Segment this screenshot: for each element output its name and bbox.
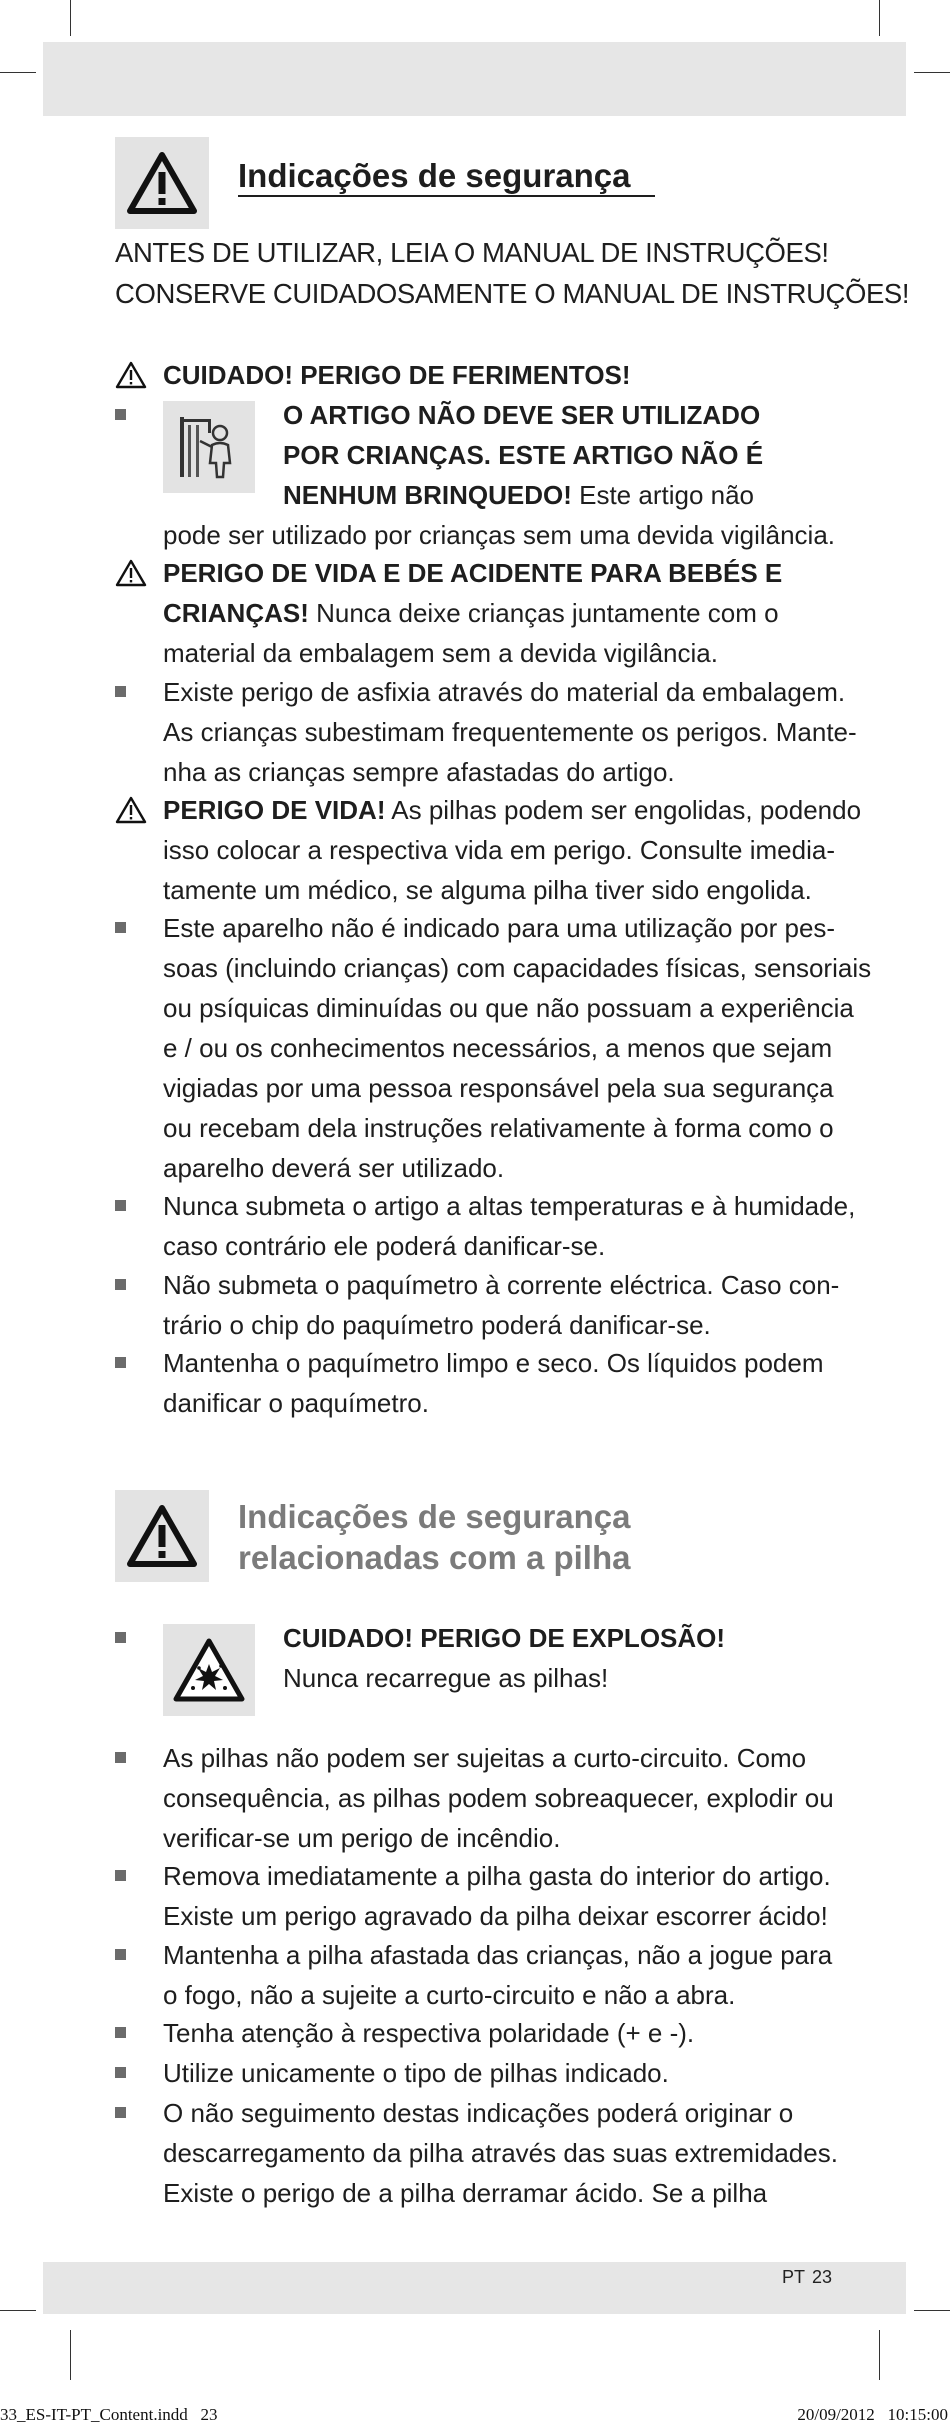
section-title: Indicações de segurança bbox=[238, 157, 631, 194]
text-line: Mantenha a pilha afastada das crianças, não a jogue para bbox=[163, 1940, 833, 1970]
intro-line: ANTES DE UTILIZAR, LEIA O MANUAL DE INSTRUÇÕES! bbox=[115, 237, 829, 268]
warning-heading: CRIANÇAS! bbox=[163, 598, 309, 628]
text-line: Nunca recarregue as pilhas! bbox=[283, 1663, 609, 1693]
child-icon bbox=[174, 411, 244, 483]
crop-mark bbox=[879, 0, 880, 36]
text-line: nha as crianças sempre afastadas do artigo. bbox=[163, 757, 675, 787]
text-line: Este aparelho não é indicado para uma utilização por pes- bbox=[163, 913, 836, 943]
section-title-line: Indicações de segurança bbox=[238, 1498, 631, 1535]
page-number: 23 bbox=[812, 2267, 833, 2287]
bullet bbox=[115, 2027, 126, 2038]
text-line: As crianças subestimam frequentemente os perigos. Mante- bbox=[163, 717, 857, 747]
footer-language: PT bbox=[782, 2267, 806, 2287]
explosion-pictogram bbox=[163, 1624, 255, 1716]
text-line: material da embalagem sem a devida vigilância. bbox=[163, 638, 718, 668]
text-line: As pilhas podem ser engolidas, podendo bbox=[385, 795, 862, 825]
text-line: aparelho deverá ser utilizado. bbox=[163, 1153, 505, 1183]
text-line: Existe o perigo de a pilha derramar ácido. Se a pilha bbox=[163, 2178, 768, 2208]
bullet bbox=[115, 1752, 126, 1763]
bold-line: POR CRIANÇAS. ESTE ARTIGO NÃO É bbox=[283, 440, 764, 470]
item-text bbox=[283, 1618, 843, 1698]
warning-heading: PERIGO DE VIDA E DE ACIDENTE PARA BEBÉS E bbox=[163, 558, 783, 588]
intro-notice bbox=[115, 232, 910, 314]
text-line: Tenha atenção à respectiva polaridade (+ e -). bbox=[163, 2018, 695, 2048]
print-slug-file: 33_ES-IT-PT_Content.indd 23 bbox=[0, 2405, 218, 2424]
warning-triangle-icon bbox=[115, 559, 147, 587]
text-line: soas (incluindo crianças) com capacidades físicas, sensoriais bbox=[163, 953, 872, 983]
text-line: isso colocar a respectiva vida em perigo. Consulte imedia- bbox=[163, 835, 835, 865]
crop-mark bbox=[70, 0, 71, 36]
text-line: Utilize unicamente o tipo de pilhas indicado. bbox=[163, 2058, 669, 2088]
crop-mark bbox=[70, 2330, 71, 2380]
bullet bbox=[115, 1200, 126, 1211]
text-line: o fogo, não a sujeite a curto-circuito e não a abra. bbox=[163, 1980, 736, 2010]
bullet bbox=[115, 1949, 126, 1960]
bullet bbox=[115, 1357, 126, 1368]
crop-mark bbox=[879, 2330, 880, 2380]
text-line: Não submeta o paquímetro à corrente eléctrica. Caso con- bbox=[163, 1270, 840, 1300]
text-line: Mantenha o paquímetro limpo e seco. Os líquidos podem bbox=[163, 1348, 824, 1378]
warning-triangle-icon bbox=[115, 361, 147, 389]
text-line: Nunca submeta o artigo a altas temperaturas e à humidade, bbox=[163, 1191, 856, 1221]
item-text bbox=[283, 395, 843, 515]
bullet bbox=[115, 922, 126, 933]
text-line: vigiadas por uma pessoa responsável pela sua segurança bbox=[163, 1073, 834, 1103]
text-line: danificar o paquímetro. bbox=[163, 1388, 429, 1418]
bullet bbox=[115, 686, 126, 697]
text-line: ou psíquicas diminuídas ou que não possuam a experiência bbox=[163, 993, 854, 1023]
text-line: Este artigo não bbox=[571, 480, 755, 510]
footer-band bbox=[43, 2262, 906, 2314]
section-title-underline bbox=[238, 195, 655, 197]
text-line: ou recebam dela instruções relativamente à forma como o bbox=[163, 1113, 834, 1143]
bullet bbox=[115, 2107, 126, 2118]
text-line: pode ser utilizado por crianças sem uma devida vigilância. bbox=[163, 520, 836, 550]
text-line: descarregamento da pilha através das suas extremidades. bbox=[163, 2138, 838, 2168]
text-line: consequência, as pilhas podem sobreaquecer, explodir ou bbox=[163, 1783, 834, 1813]
text-line: Nunca deixe crianças juntamente com o bbox=[308, 598, 779, 628]
explosion-icon bbox=[173, 1638, 245, 1702]
warning-triangle-icon bbox=[127, 152, 197, 214]
text-line: caso contrário ele poderá danificar-se. bbox=[163, 1231, 606, 1261]
intro-line: CONSERVE CUIDADOSAMENTE O MANUAL DE INSTRUÇÕES! bbox=[115, 278, 910, 309]
bold-line: O ARTIGO NÃO DEVE SER UTILIZADO bbox=[283, 400, 761, 430]
list-item bbox=[115, 395, 835, 555]
text-line: Existe um perigo agravado da pilha deixar escorrer ácido! bbox=[163, 1901, 828, 1931]
header-band bbox=[43, 42, 906, 116]
text-line: e / ou os conhecimentos necessários, a menos que sejam bbox=[163, 1033, 833, 1063]
text-line: Existe perigo de asfixia através do material da embalagem. bbox=[163, 677, 846, 707]
list-item bbox=[115, 1618, 835, 1718]
text-line: trário o chip do paquímetro poderá danificar-se. bbox=[163, 1310, 711, 1340]
section-title-line: relacionadas com a pilha bbox=[238, 1539, 631, 1576]
warning-triangle-icon bbox=[127, 1505, 197, 1567]
text-line: O não seguimento destas indicações poderá originar o bbox=[163, 2098, 794, 2128]
text-line: As pilhas não podem ser sujeitas a curto-circuito. Como bbox=[163, 1743, 807, 1773]
bullet bbox=[115, 1870, 126, 1881]
crop-mark bbox=[0, 2310, 36, 2311]
warning-heading: CUIDADO! PERIGO DE FERIMENTOS! bbox=[163, 360, 631, 390]
bullet bbox=[115, 409, 126, 420]
section-title bbox=[238, 1496, 631, 1578]
bullet bbox=[115, 1279, 126, 1290]
section-warning-box bbox=[115, 1490, 209, 1582]
warning-heading: PERIGO DE VIDA! bbox=[163, 795, 386, 825]
print-slug-date: 20/09/2012 10:15:00 bbox=[797, 2405, 948, 2424]
bullet bbox=[115, 1632, 126, 1643]
child-pictogram bbox=[163, 401, 255, 493]
section-warning-box bbox=[115, 137, 209, 229]
crop-mark bbox=[914, 72, 950, 73]
bold-line: NENHUM BRINQUEDO! bbox=[283, 480, 572, 510]
warning-heading: CUIDADO! PERIGO DE EXPLOSÃO! bbox=[283, 1623, 726, 1653]
text-line: tamente um médico, se alguma pilha tiver sido engolida. bbox=[163, 875, 812, 905]
crop-mark bbox=[0, 72, 36, 73]
text-line: verificar-se um perigo de incêndio. bbox=[163, 1823, 561, 1853]
warning-triangle-icon bbox=[115, 796, 147, 824]
crop-mark bbox=[914, 2310, 950, 2311]
text-line: Remova imediatamente a pilha gasta do interior do artigo. bbox=[163, 1861, 831, 1891]
bullet bbox=[115, 2067, 126, 2078]
